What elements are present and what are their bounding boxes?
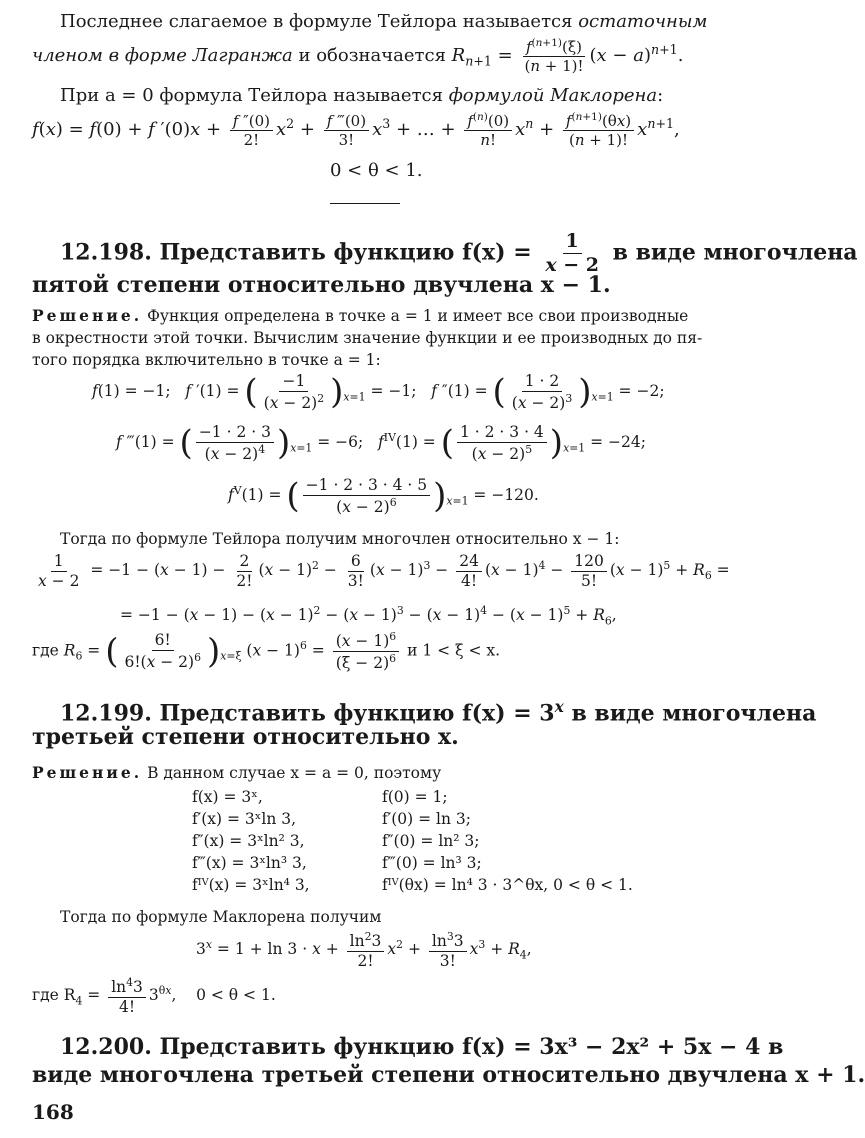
section-divider bbox=[330, 203, 400, 204]
maclaurin-intro: Тогда по формуле Маклорена получим bbox=[60, 908, 382, 926]
taylor-intro: Тогда по формуле Тейлора получим многочлен относительно x − 1: bbox=[60, 530, 620, 548]
theta-condition: 0 < θ < 1. bbox=[330, 160, 423, 181]
problem-200-heading: 12.200. Представить функцию f(x) = 3x³ − 2x² + 5x − 4 в bbox=[60, 1034, 784, 1060]
maclaurin-formula: f(x) = f(0) + f ′(0)x + $\frac{f ''(0)}{2!}$ $x^2$ + $\frac{f ‴(0)}{3!}$ $x^3$ + … + $\frac{f^{(n)}(0)}{n!}$ $x^n$ + $\frac{f^{(n+1)}(\theta x)}{(n + 1)!}$ $x^{n+1}$, bbox=[32, 111, 680, 149]
solution-199-line1: Решение. В данном случае x = a = 0, поэтому bbox=[32, 763, 442, 782]
solution-198-line1: Решение. Функция определена в точке a = 1 и имеет все свои производные bbox=[32, 306, 689, 325]
problem-200-heading-line2: виде многочлена третьей степени относительно двучлена x + 1. bbox=[32, 1062, 865, 1088]
maclaurin-expansion: $3^x = 1 + \ln 3 \cdot x$ + $\frac{\ln^23}{2!}$ $x^2$ + $\frac{\ln^33}{3!}$ $x^3 + R_4$, bbox=[196, 930, 532, 970]
derivatives-table-left: f(x) = 3ˣ, f′(x) = 3ˣln 3, f″(x) = 3ˣln² 3, f‴(x) = 3ˣln³ 3, fᴵⱽ(x) = 3ˣln⁴ 3, bbox=[192, 788, 310, 894]
taylor-expansion-line2: = $-1 - (x - 1) - (x - 1)^2 - (x - 1)^3 - (x - 1)^4 - (x - 1)^5 + R_6$, bbox=[120, 604, 617, 628]
maclaurin-definition: При a = 0 формула Тейлора называется формулой Маклорена: bbox=[60, 85, 664, 106]
problem-198-heading-line2: пятой степени относительно двучлена x − 1. bbox=[32, 272, 611, 298]
problem-199-heading: 12.199. Представить функцию $f(x) = 3^x$ в виде многочлена bbox=[60, 698, 817, 727]
intro-line-1: Последнее слагаемое в формуле Тейлора называется остаточным bbox=[60, 11, 708, 32]
solution-198-line2: в окрестности этой точки. Вычислим значение функции и ее производных до пя- bbox=[32, 329, 703, 347]
intro-line-2: членом в форме Лагранжа и обозначается $R_{n+1}$ = $\frac{f^{(n+1)}(\xi)}{(n + 1)!}$ $(x - a)^{n+1}$. bbox=[32, 37, 684, 75]
derivatives-row-1: f(1) = −1; f ′(1) = ( $\frac{-1}{(x - 2)^2}$ )$_{x=1} = -1$; f ″(1) = ( $\frac{1 \cdot 2}{(x - 2)^3}$ )$_{x=1} = -2$; bbox=[92, 372, 665, 413]
derivatives-row-3: $f^V(1)$ = ( $\frac{-1 \cdot 2 \cdot 3 \cdot 4 \cdot 5}{(x - 2)^6}$ )$_{x=1} = -120$. bbox=[228, 476, 539, 517]
remainder-198: где $R_6$ = ( $\frac{6!}{6!(x - 2)^6}$ )$_{x=\xi}$ $(x - 1)^6$ = $\frac{(x - 1)^6}{(\xi - 2)^6}$ и 1 < ξ < x. bbox=[32, 630, 501, 672]
derivatives-row-2: f ‴(1) = ( $\frac{-1 \cdot 2 \cdot 3}{(x - 2)^4}$ )$_{x=1} = -6$; $f^{IV}(1)$ = ( $\frac{1 \cdot 2 \cdot 3 \cdot 4}{(x - 2)^5}$ )$_{x=1} = -24$; bbox=[116, 423, 646, 464]
page-number: 168 bbox=[32, 1100, 74, 1124]
remainder-199: где $R_4$ = $\frac{\ln^43}{4!}$ $3^{\theta x}$, 0 < θ < 1. bbox=[32, 976, 276, 1016]
derivatives-table-right: f(0) = 1; f′(0) = ln 3; f″(0) = ln² 3; f‴(0) = ln³ 3; fᴵⱽ(θx) = ln⁴ 3 · 3^θx, 0 < θ < 1. bbox=[382, 788, 633, 894]
problem-199-heading-line2: третьей степени относительно x. bbox=[32, 724, 459, 750]
taylor-expansion-line1: $\frac{1}{x - 2}$ = −1 − (x − 1) − $\frac{2}{2!}$ $(x - 1)^2$ − $\frac{6}{3!}$ $(x - 1)^3$ − $\frac{24}{4!}$ $(x - 1)^4$ − $\frac{120}{5!}$ $(x - 1)^5 + R_6$ = bbox=[38, 552, 730, 590]
problem-198-heading: 12.198. Представить функцию f(x) = $\frac{1}{x - 2}$ в виде многочлена bbox=[60, 230, 858, 276]
solution-198-line3: того порядка включительно в точке a = 1: bbox=[32, 351, 381, 369]
